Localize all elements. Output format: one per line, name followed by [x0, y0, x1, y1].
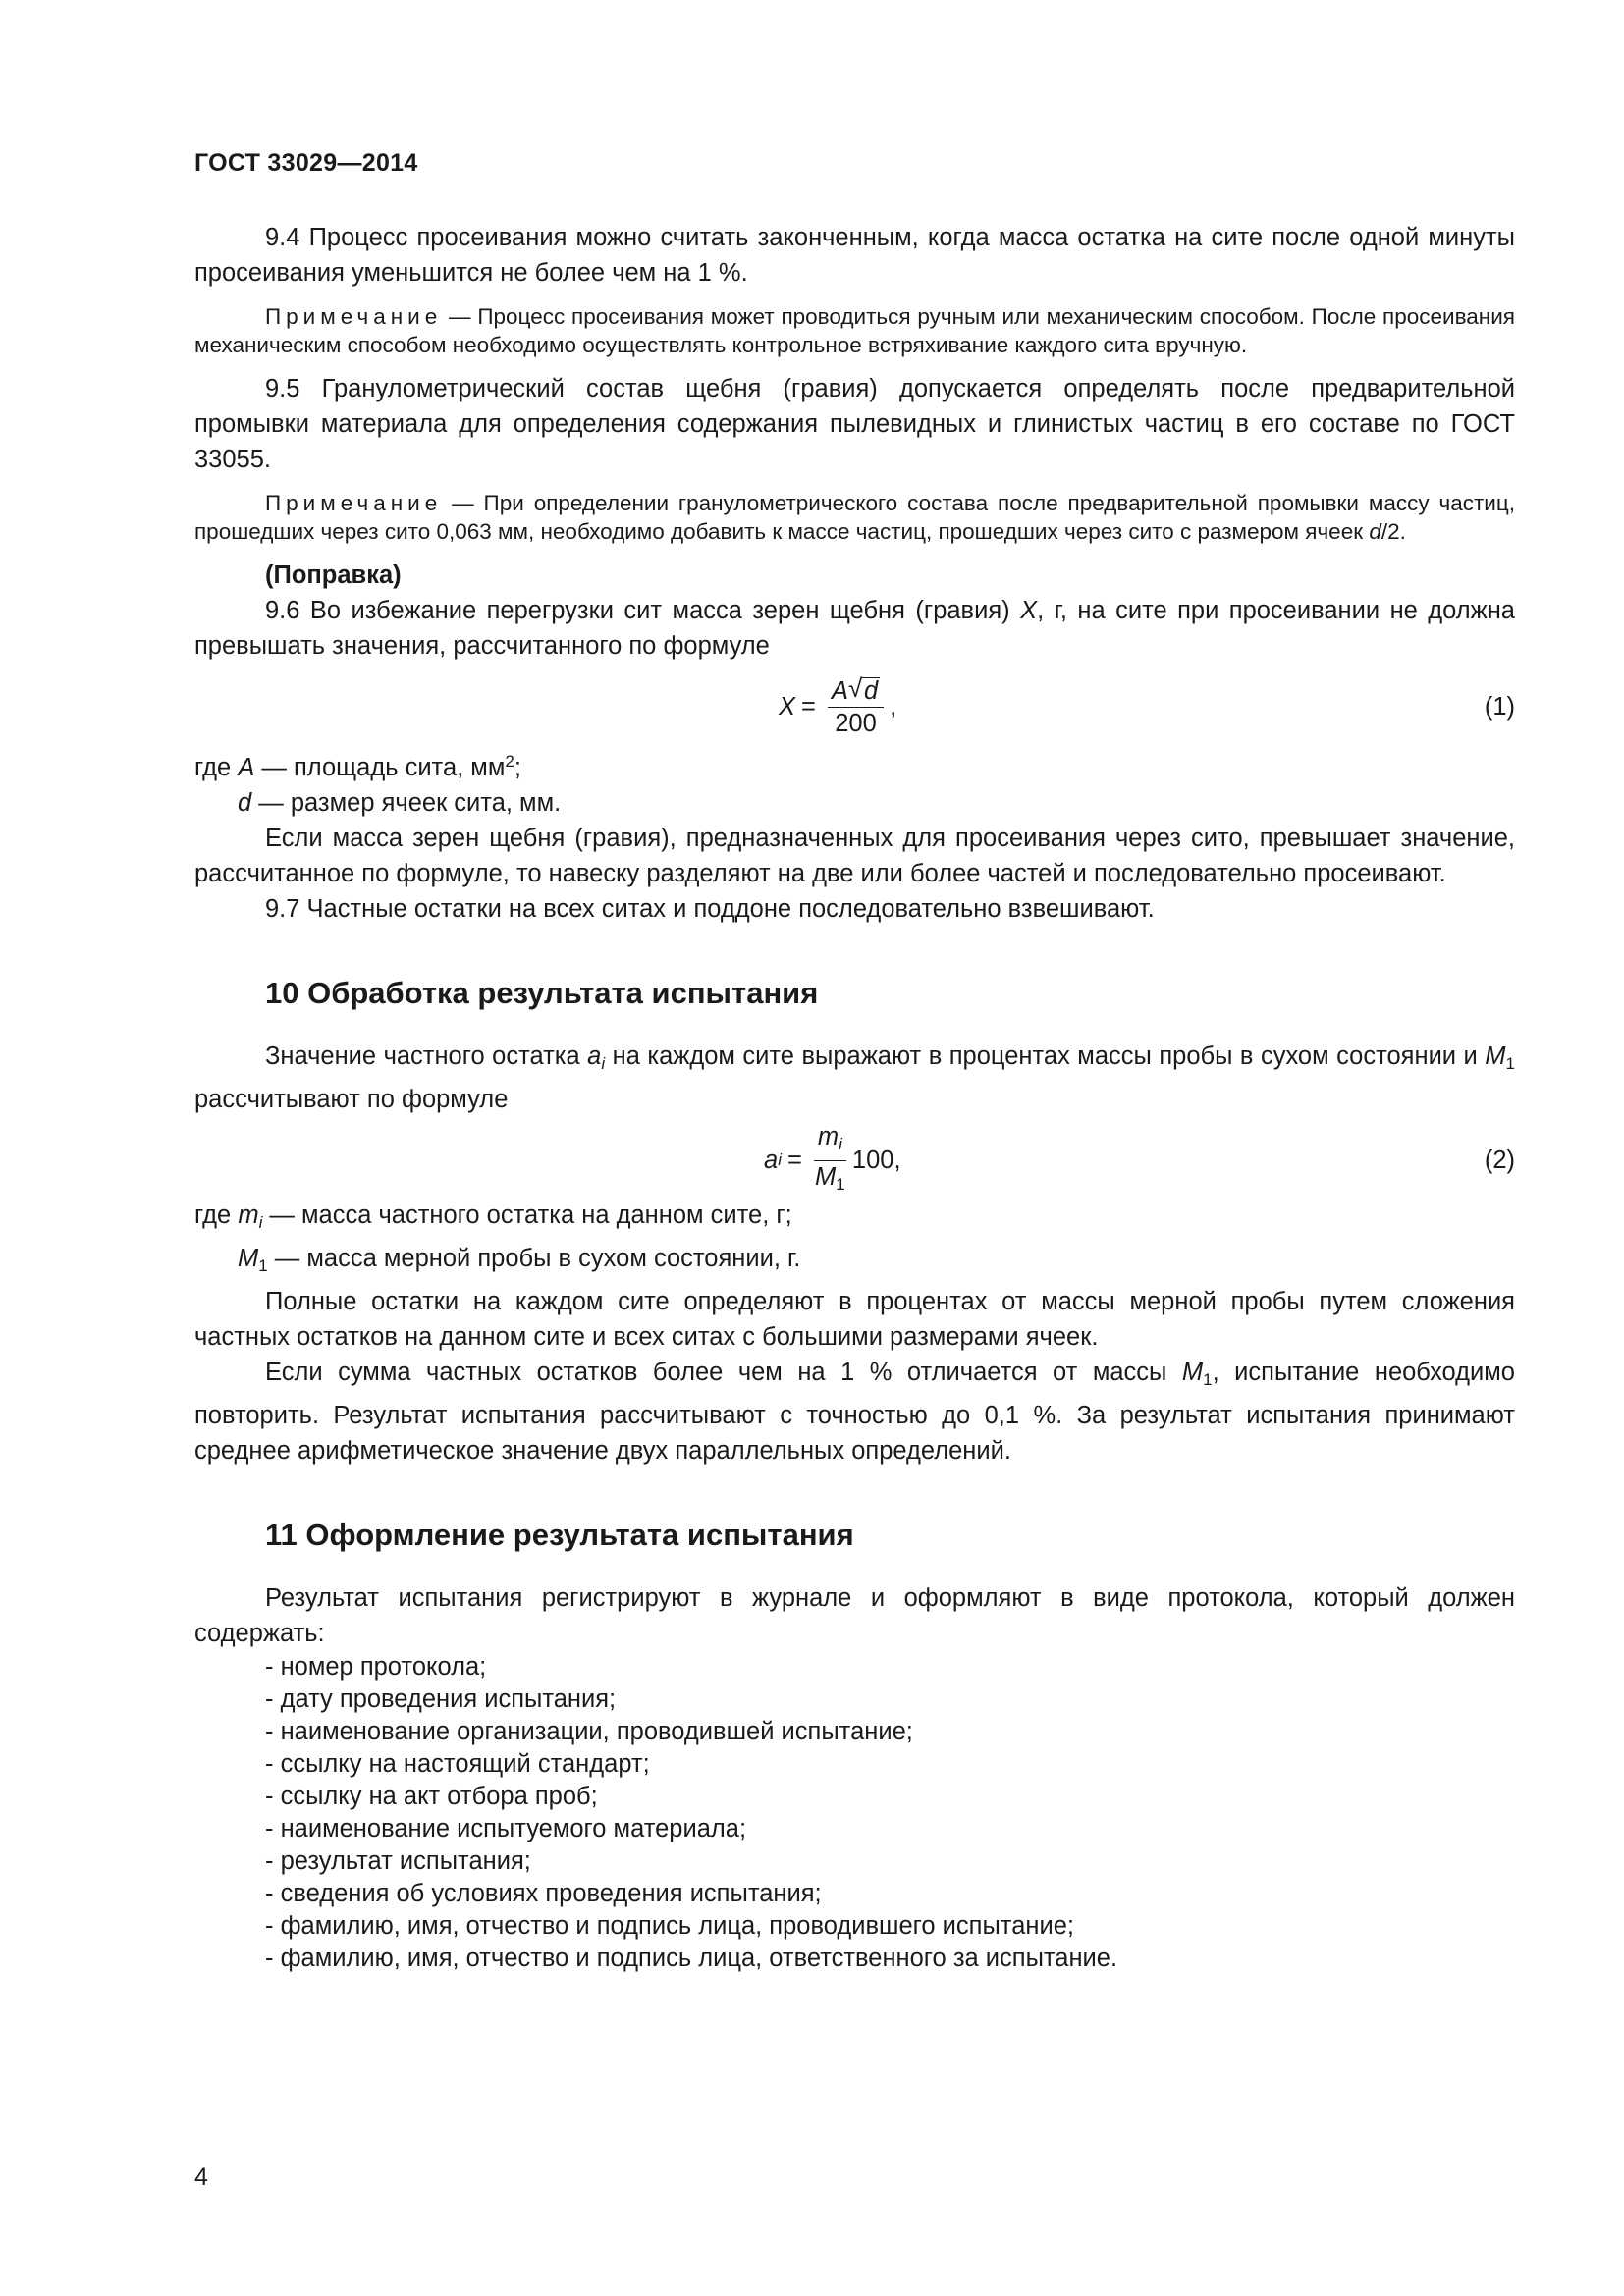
variable-m: M: [1181, 1359, 1204, 1386]
paragraph-10: [194, 1039, 1515, 1117]
text-segment: рассчитывают по формуле: [194, 1086, 509, 1113]
text-segment: где: [194, 1201, 239, 1229]
list-item: - ссылку на акт отбора проб;: [265, 1781, 1515, 1813]
variable-m: M: [815, 1162, 837, 1191]
note-label: Примечание: [265, 304, 443, 329]
fraction-denominator: [815, 1161, 845, 1200]
variable-a: A: [238, 754, 255, 781]
list-item: - наименование испытуемого материала;: [265, 1813, 1515, 1845]
variable-m: M: [238, 1245, 259, 1272]
list-item: - сведения об условиях проведения испытания;: [265, 1878, 1515, 1910]
sqrt-symbol: [847, 672, 880, 706]
list-item: - номер протокола;: [265, 1651, 1515, 1683]
where-line-a: [194, 744, 1515, 785]
variable-m: m: [817, 1122, 839, 1150]
section-11-title: 11 Оформление результата испытания: [265, 1518, 854, 1552]
radicand: [862, 677, 880, 704]
formula-tail: 100,: [851, 1147, 901, 1174]
variable-d: d: [1369, 519, 1381, 544]
text-segment: , испытание необходимо повторить. Результат испытания рассчитывают с точностью до 0,1 %. За результат испытания принимают среднее арифметическое значение двух параллельных определений.: [194, 1359, 1515, 1465]
formula-equals: =: [801, 693, 816, 721]
subscript: i: [778, 1150, 782, 1169]
text-segment: — масса мерной пробы в сухом состоянии, г.: [267, 1245, 801, 1272]
where-line-mi: [194, 1198, 1515, 1241]
fraction: [828, 672, 884, 738]
list-item: - дату проведения испытания;: [265, 1683, 1515, 1716]
note-text: — При определении гранулометрического состава после предварительной промывки массу частиц, прошедших через сито 0,063 мм, необходимо добавить к массе частиц, прошедших через сито с размером ячеек: [194, 491, 1515, 544]
list-item: - ссылку на настоящий стандарт;: [265, 1748, 1515, 1781]
fraction-denominator: 200: [835, 709, 877, 737]
formula-number: (1): [1484, 693, 1515, 721]
note-text-end: /2.: [1380, 519, 1406, 544]
note-1: [194, 302, 1515, 359]
where-line-d: [194, 785, 1515, 821]
formula-lhs: X: [779, 693, 796, 721]
formula-1: [194, 669, 1515, 744]
document-header: ГОСТ 33029—2014: [194, 149, 418, 177]
paragraph-9-5: 9.5 Гранулометрический состав щебня (гравия) допускается определять после предварительной промывки материала для определения содержания пылевидных и глинистых частиц в его составе по ГОСТ 33055.: [194, 375, 1515, 473]
text-segment: Если сумма частных остатков более чем на 1 % отличается от массы: [265, 1359, 1182, 1386]
text-segment: ;: [514, 754, 521, 781]
document-body: [194, 220, 1515, 1975]
formula-1-expression: [779, 669, 896, 744]
formula-2: [194, 1123, 1515, 1198]
subscript: 1: [258, 1256, 268, 1275]
text-segment: , г, на сите при просеивании не должна превышать значения, рассчитанного по формуле: [194, 597, 1515, 660]
list-item: - фамилию, имя, отчество и подпись лица, ответственного за испытание.: [265, 1943, 1515, 1975]
text-segment: — масса частного остатка на данном сите, г;: [262, 1201, 792, 1229]
correction-label: (Поправка): [265, 561, 402, 589]
note-2: [194, 489, 1515, 546]
fraction-numerator: [814, 1122, 846, 1161]
text-segment: где: [194, 754, 239, 781]
variable-d: d: [863, 676, 879, 705]
variable-m: M: [1485, 1042, 1506, 1070]
note-text: — Процесс просеивания может проводиться ручным или механическим способом. После просеивания механическим способом необходимо осуществлять контрольное встряхивание каждого сита вручную.: [194, 304, 1515, 357]
note-label: Примечание: [265, 491, 443, 515]
subscript: 1: [1203, 1370, 1213, 1389]
variable-x: X: [1020, 597, 1038, 624]
fraction: [814, 1122, 846, 1200]
formula-tail: ,: [890, 693, 897, 721]
list-item: - наименование организации, проводившей испытание;: [265, 1716, 1515, 1748]
superscript: 2: [505, 752, 514, 771]
formula-lhs: a: [764, 1147, 779, 1174]
subscript: 1: [836, 1174, 845, 1194]
subscript: 1: [1505, 1054, 1515, 1073]
radical-sign: √: [847, 672, 863, 703]
paragraph-full-residues: Полные остатки на каждом сите определяют в процентах от массы мерной пробы путем сложения частных остатков на данном сите и всех ситах с большими размерами ячеек.: [194, 1288, 1515, 1351]
paragraph-11: Результат испытания регистрируют в журнале и оформляют в виде протокола, который должен содержать:: [194, 1584, 1515, 1647]
text-segment: — площадь сита, мм: [254, 754, 506, 781]
list-item: - результат испытания;: [265, 1845, 1515, 1878]
text-segment: 9.6 Во избежание перегрузки сит масса зерен щебня (гравия): [265, 597, 1021, 624]
text-segment: Значение частного остатка: [265, 1042, 588, 1070]
paragraph-excess: Если масса зерен щебня (гравия), предназначенных для просеивания через сито, превышает значение, рассчитанное по формуле, то навеску разделяют на две или более частей и последовательно просеивают.: [194, 825, 1515, 887]
protocol-items-list: [194, 1651, 1515, 1975]
fraction-numerator: [828, 672, 884, 708]
subscript: i: [258, 1213, 263, 1232]
variable-m: m: [238, 1201, 259, 1229]
subscript: i: [839, 1134, 842, 1153]
variable-a: a: [587, 1042, 602, 1070]
paragraph-9-7: 9.7 Частные остатки на всех ситах и поддоне последовательно взвешивают.: [265, 895, 1155, 923]
formula-number: (2): [1484, 1147, 1515, 1174]
variable-d: d: [238, 789, 252, 817]
formula-equals: =: [786, 1147, 802, 1174]
paragraph-9-6: [194, 593, 1515, 664]
formula-2-expression: [764, 1123, 901, 1198]
where-line-m1: [194, 1241, 1515, 1284]
list-item: - фамилию, имя, отчество и подпись лица, проводившего испытание;: [265, 1910, 1515, 1943]
variable-a: A: [831, 676, 848, 705]
text-segment: на каждом сите выражают в процентах массы пробы в сухом состоянии и: [605, 1042, 1486, 1070]
paragraph-sum: [194, 1355, 1515, 1468]
section-10-title: 10 Обработка результата испытания: [265, 976, 819, 1010]
page-number: 4: [194, 2163, 208, 2191]
text-segment: — размер ячеек сита, мм.: [251, 789, 562, 817]
subscript: i: [601, 1054, 606, 1073]
paragraph-9-4: 9.4 Процесс просеивания можно считать законченным, когда масса остатка на сите после одной минуты просеивания уменьшится не более чем на 1 %.: [194, 224, 1515, 287]
